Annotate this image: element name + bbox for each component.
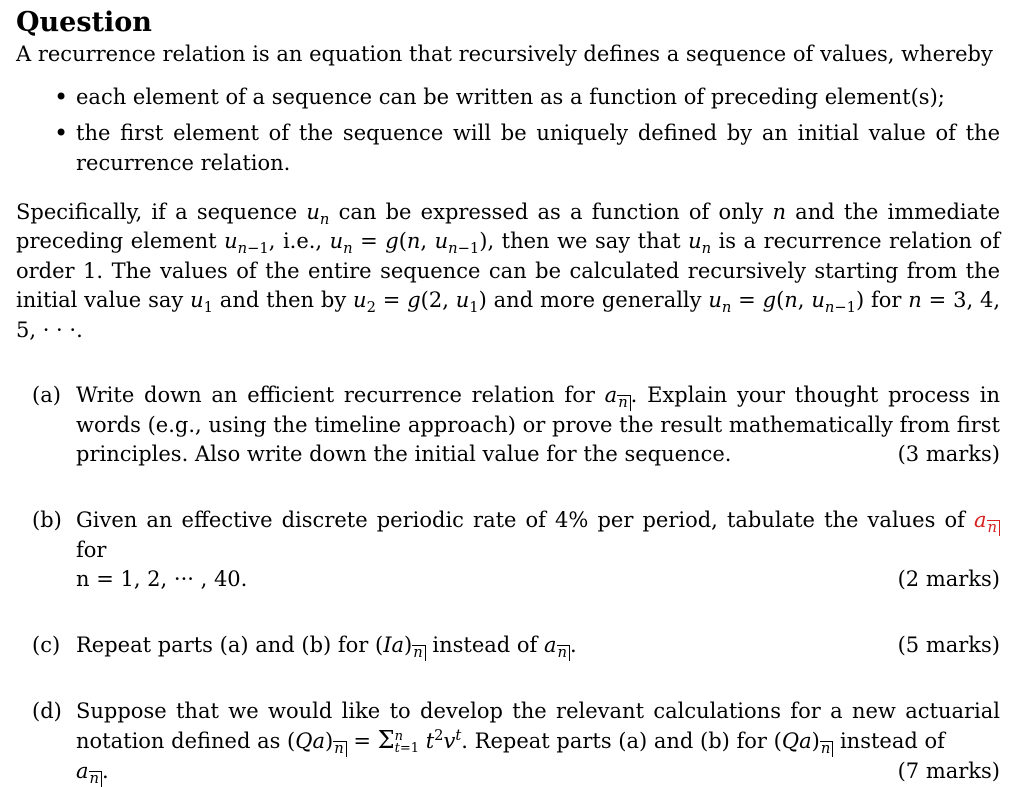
bullet-list: [16, 82, 1000, 178]
part-b: (b) Given an effective discrete periodic rate of 4% per period, tabulate the values of an for n = 1, 2, ··· , 40. (2 marks): [16, 506, 1000, 595]
part-a-marks: (3 marks): [897, 442, 1000, 467]
annuity-subscript: n: [987, 520, 1000, 536]
part-c: (c) Repeat parts (a) and (b) for (Ia)n instead of an . (5 marks): [32, 632, 1000, 661]
part-b-label: (b): [32, 507, 62, 532]
bullet-item: • the first element of the sequence will be uniquely defined by an initial value of the recurrence relation.: [16, 118, 1000, 178]
question-heading: Question: [16, 7, 152, 38]
part-d: (d) Suppose that we would like to develop the relevant calculations for a new actuarial notation defined as (Qa)n = Σn t=1 $t^2v^t$. Repeat parts (a) and (b) for (Qa)n instead of an . (7 marks): [32, 698, 1000, 787]
part-d-marks: (7 marks): [897, 758, 1000, 783]
intro-paragraph: A recurrence relation is an equation that recursively defines a sequence of values, whereby: [16, 42, 993, 66]
part-a-label: (a): [32, 383, 61, 407]
question-page: [16, 6, 1000, 787]
part-c-label: (c): [32, 632, 61, 657]
annuity-subscript: n: [617, 395, 630, 411]
part-c-marks: (5 marks): [897, 632, 1000, 657]
part-a: (a) Write down an efficient recurrence relation for an . Explain your thought process in words (e.g., using the timeline approach) or prove the result mathematically from first principles. Also write down the initial value for the sequence. (3 marks): [16, 381, 1000, 470]
bullet-item: • each element of a sequence can be written as a function of preceding element(s);: [16, 82, 1000, 112]
part-d-label: (d): [32, 698, 62, 723]
specification-paragraph: Specifically, if a sequence $u_n$ can be expressed as a function of only n and the immediate preceding element $u_{n-1}$, i.e., $u_n = g(n$, $u_{n-1}$), then we say that $u_n$ is a recurrence relation of order 1. The values of the entire sequence can be calculated recursively starting from the initial value say $u_1$ and then by $u_2 = g(2$, $u_1$) and more generally $u_n = g(n$, $u_{n-1}$) for n = 3, 4, 5, · · ·.: [16, 199, 1000, 342]
part-b-range: n = 1, 2, ··· , 40.: [76, 567, 248, 592]
part-b-marks: (2 marks): [897, 567, 1000, 592]
